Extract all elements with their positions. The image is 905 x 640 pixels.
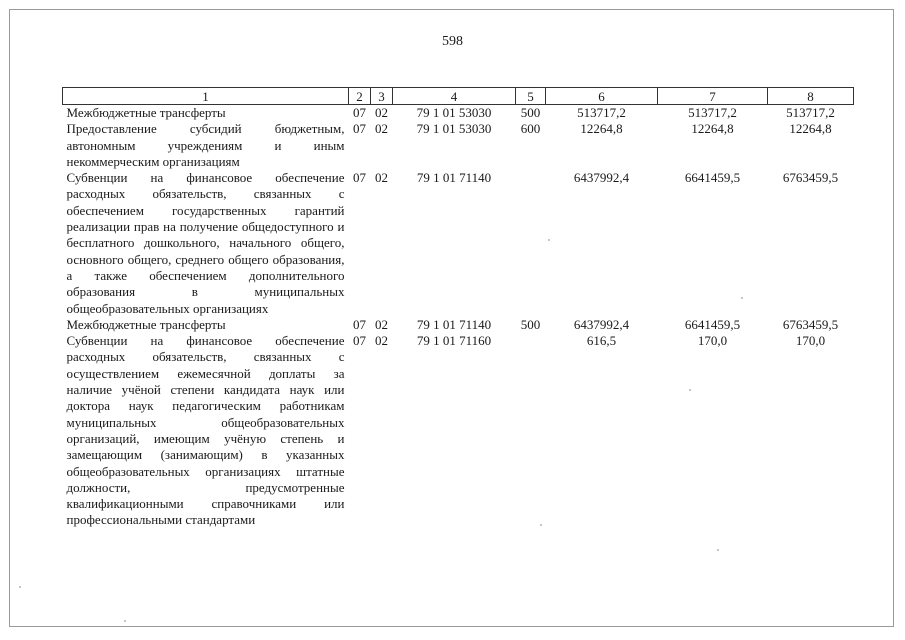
expense-type-code: [516, 170, 546, 317]
row-description: Межбюджетные трансферты: [66, 316, 226, 332]
table-row: [63, 333, 854, 529]
section-code: 07: [353, 333, 366, 349]
subsection-code: 02: [375, 170, 388, 186]
section-code: 07: [353, 170, 366, 186]
column-header: 4: [393, 88, 516, 105]
row-description: Субвенции на финансовое обеспечение расходных обязательств, связанных с обеспечением государственных гарантий реализации прав на получение общедоступного и бесплатного дошкольного, начального общего, основного общего, среднего общего образования, а также обеспечением дополнительного образования в муниципальных общеобразовательных организациях: [66, 170, 345, 316]
expense-type-code: 600: [520, 121, 541, 137]
section-code: 07: [353, 105, 366, 120]
column-header: 5: [516, 88, 546, 105]
target-article-code: 79 1 01 71140: [416, 170, 492, 186]
budget-table: [62, 87, 854, 529]
amount-col-8: 6763459,5: [782, 170, 839, 186]
column-header: 3: [371, 88, 393, 105]
expense-type-code: [516, 333, 546, 529]
amount-col-8: 12264,8: [789, 121, 832, 137]
target-article-code: 79 1 01 71140: [416, 316, 492, 332]
amount-col-6: 513717,2: [577, 105, 626, 120]
amount-col-8: 513717,2: [786, 105, 835, 120]
expense-type-code: 500: [520, 105, 541, 120]
amount-col-7: 170,0: [697, 333, 728, 349]
subsection-code: 02: [375, 105, 388, 120]
section-code: 07: [353, 316, 366, 332]
column-header: 8: [768, 88, 854, 105]
expense-type-code: 500: [520, 316, 541, 332]
row-description: Межбюджетные трансферты: [66, 105, 226, 120]
scan-speck: [548, 239, 550, 241]
table-header-row: [63, 88, 854, 105]
amount-col-6: 12264,8: [580, 121, 623, 137]
table-row: [63, 105, 854, 122]
row-description: Предоставление субсидий бюджетным, автономным учреждениям и иным некоммерческим организациям: [66, 121, 345, 169]
page-number: 598: [442, 34, 463, 49]
row-description: Субвенции на финансовое обеспечение расходных обязательств, связанных с осуществлением ежемесячной доплаты за наличие учёной степени кандидата наук или доктора наук педагогическим работникам муниципальных общеобразовательных организаций, имеющим учёную степень и замещающим (занимающим) в указанных общеобразовательных организациях штатные должности, предусмотренные квалификационными справочниками или профессиональными стандартами: [66, 333, 345, 528]
scan-speck: [741, 297, 743, 299]
scan-speck: [19, 586, 21, 588]
amount-col-7: 6641459,5: [684, 316, 741, 332]
scan-speck: [124, 620, 126, 622]
scan-speck: [717, 549, 719, 551]
column-header: 7: [658, 88, 768, 105]
column-header: 6: [546, 88, 658, 105]
target-article-code: 79 1 01 71160: [416, 333, 492, 349]
target-article-code: 79 1 01 53030: [416, 121, 492, 137]
table-row: [63, 121, 854, 170]
column-header: 2: [349, 88, 371, 105]
amount-col-8: 6763459,5: [782, 316, 839, 332]
section-code: 07: [353, 121, 366, 137]
amount-col-6: 6437992,4: [573, 170, 630, 186]
scan-speck: [540, 524, 542, 526]
target-article-code: 79 1 01 53030: [416, 105, 492, 120]
subsection-code: 02: [375, 316, 388, 332]
table-row: [63, 170, 854, 317]
amount-col-7: 513717,2: [688, 105, 737, 120]
subsection-code: 02: [375, 333, 388, 349]
amount-col-6: 616,5: [586, 333, 617, 349]
amount-col-7: 12264,8: [691, 121, 734, 137]
subsection-code: 02: [375, 121, 388, 137]
table-row: [63, 317, 854, 333]
scan-speck: [689, 389, 691, 391]
amount-col-8: 170,0: [795, 333, 826, 349]
column-header: 1: [63, 88, 349, 105]
amount-col-7: 6641459,5: [684, 170, 741, 186]
amount-col-6: 6437992,4: [573, 316, 630, 332]
